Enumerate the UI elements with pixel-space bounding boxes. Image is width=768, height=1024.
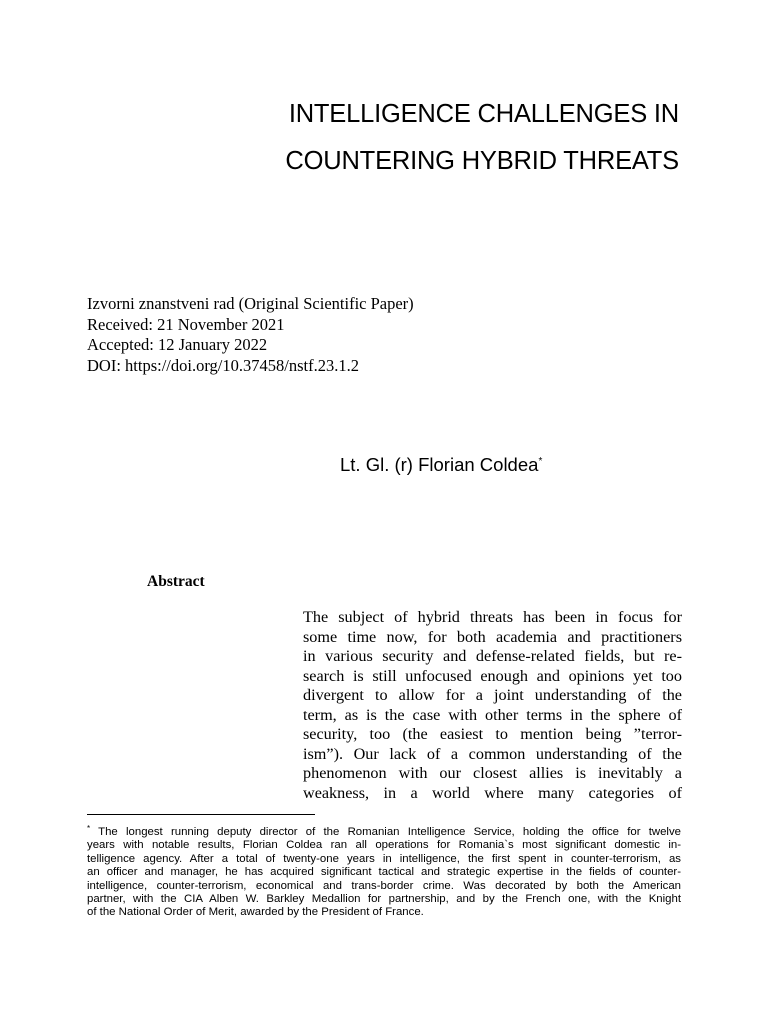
footnote-separator: [87, 814, 315, 815]
paper-type: Izvorni znanstveni rad (Original Scientific Paper): [87, 294, 414, 313]
abstract-line: search is still unfocused enough and opinions yet too: [303, 666, 682, 685]
footnote-line: partner, with the CIA Alben W. Barkley Medallion for partnership, and by the French one, with the Knight: [87, 893, 681, 906]
paper-title-line-1: INTELLIGENCE CHALLENGES IN: [288, 100, 679, 128]
footnote-line: telligence agency. After a total of twenty-one years in intelligence, the first spent in counter-terrorism, as: [87, 852, 681, 865]
footnote-line: [87, 826, 681, 839]
author-footnote-marker[interactable]: *: [538, 456, 543, 467]
footnote-line: of the National Order of Merit, awarded by the President of France.: [87, 906, 424, 919]
paper-metadata: [87, 294, 414, 376]
abstract-line: some time now, for both academia and practitioners: [303, 627, 682, 646]
abstract-body: [303, 608, 682, 803]
abstract-line: weakness, in a world where many categories of: [303, 783, 682, 802]
footnote-line: years with notable results, Florian Coldea ran all operations for Romania`s most significant domestic in-: [87, 839, 681, 852]
abstract-line: term, as is the case with other terms in the sphere of: [303, 705, 682, 724]
footnote-line-text: The longest running deputy director of the Romanian Intelligence Service, holding the office for twelve: [90, 826, 681, 838]
abstract-line: in various security and defense-related fields, but re-: [303, 647, 682, 665]
author-name: Lt. Gl. (r) Florian Coldea: [340, 454, 539, 475]
abstract-heading: Abstract: [147, 573, 205, 590]
footnote-line: intelligence, counter-terrorism, economical and trans-border crime. Was decorated by both the American: [87, 879, 681, 892]
abstract-line: phenomenon with our closest allies is inevitably a: [303, 764, 682, 782]
paper-title-line-2: COUNTERING HYBRID THREATS: [285, 147, 679, 175]
abstract-line: security, too (the easiest to mention being ”terror-: [303, 725, 682, 743]
abstract-line: ism”). Our lack of a common understanding of the: [303, 744, 682, 763]
received-date: Received: 21 November 2021: [87, 314, 285, 334]
author-footnote: [87, 826, 681, 920]
accepted-date: Accepted: 12 January 2022: [87, 335, 268, 354]
abstract-line: The subject of hybrid threats has been in focus for: [303, 608, 682, 626]
abstract-line: divergent to allow for a joint understanding of the: [303, 686, 682, 704]
footnote-marker: *: [87, 824, 91, 833]
author-byline: [340, 453, 542, 477]
footnote-line: an officer and manager, he has acquired significant tactical and strategic expertise in the fields of counter-: [87, 866, 681, 879]
doi-link[interactable]: DOI: https://doi.org/10.37458/nstf.23.1.2: [87, 355, 359, 375]
